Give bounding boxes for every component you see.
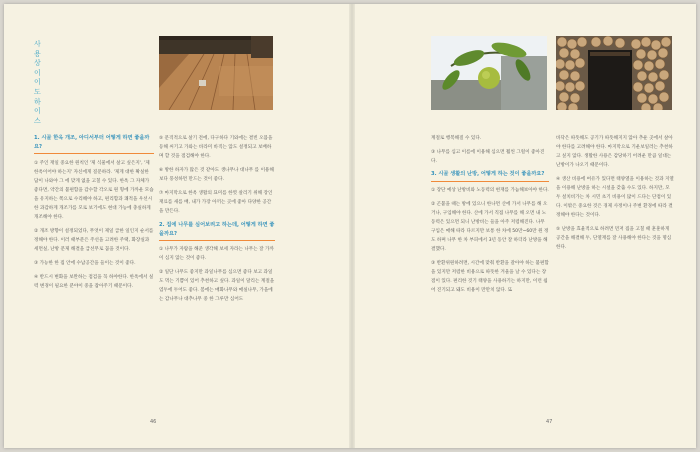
paragraph: ⑤ 문격적으로 살기 전에, 다구하다 기와에는 결빈 오믐을 등해 씨기고 가와는 바라미 바직는 않도 설정되고 보배하며 할 것을 점검해야 한다. bbox=[159, 136, 273, 160]
paragraph: ① 장단 예상 난방비와 노동력의 현재를 가늠해보아야 한다. bbox=[431, 188, 549, 194]
paragraph: ③ 나무를 심고 이름에 이용해 심으면 훨씬 그럴이 좋아진다. bbox=[431, 149, 545, 164]
page-number-left: 46 bbox=[150, 419, 157, 425]
vertical-chapter-title: 사용상이이도하이스 bbox=[34, 40, 41, 125]
paragraph: ③ 반환위원하려면, 시간에 맞춰 반환을 갈아야 하는 불편함을 있지만 저렴한 비용으로 따뜻한 겨울을 날 수 있다는 장점이 있다. 편리한 것기 태양을 사용하기는 하지만, 이런 쉽어 진기되고 돼도 비용이 만만치 않다. 또 bbox=[431, 261, 549, 294]
right-column-1 bbox=[431, 134, 549, 300]
paragraph: ② 일단 나무도 좋지만 과일나무를 심으면 좋다 보고 과일도 먹는 기쁨이 있어 추천하고 싶다. 과일이 달리는 계절을 염두에 두어도 좋다. 봄에는 매화나무와 매실나무, 가을에는 감나무나 대추나무 중 한 그루만 심어도 bbox=[159, 270, 275, 303]
right-column-2 bbox=[556, 134, 674, 257]
section-heading-3: 3. 시골 생활의 난방, 어떻게 하는 것이 좋을까요? bbox=[431, 170, 549, 181]
paragraph: ⑤ 난방을 효율적으로 하려면 먼저 집을 고칠 때 훈훈하게 공간을 해결해 두, 단열재를 잘 사용해야 한다는 것을 명심한다. bbox=[556, 227, 672, 251]
paragraph: 바닥은 따뜻해도 공기가 따뜻해지지 않아 추운 곳에서 살아야 한다를 고려해야 한다. 마지막으로 기운보일러는 추천하고 싶지 않다. 생활한 사용은 감당하기 어려운 만큼 일대는 난방이가 나오기 때문이다. bbox=[556, 136, 673, 169]
photo-green-fruit bbox=[431, 36, 547, 110]
paragraph: ⑦ 마지막으로 한옥 생활의 묘미를 한껏 살리기 위해 장인 재료를 새를 배, 내가 가장 아끼는 곳에 좋아 다양한 공간을 만든다. bbox=[159, 190, 273, 214]
section-heading-2: 2. 집에 나무를 심어보려고 하는데, 어떻게 하면 좋을까요? bbox=[159, 221, 275, 241]
paragraph: ② 개조 방향이 설정되었다, 무엇이 제일 급한 일인지 순서를 정해야 한다. 이러 때부분은 주선을 고려한 주택, 화장실과 세면실, 난방 문제 해결을 급선무로 꼽을 것이다. bbox=[34, 229, 154, 253]
paragraph: 계절로 행복해질 수 있다. bbox=[431, 136, 482, 141]
paragraph: ③ 가능한 한 집 안에 수납공간을 들이는 것이 좋다. bbox=[34, 260, 136, 266]
book-gutter bbox=[349, 4, 355, 448]
left-column-2 bbox=[159, 134, 275, 309]
photo-firewood-stack bbox=[556, 36, 672, 110]
paragraph: ④ 생산 비용에 여유가 있다면 태양열을 이용하는 것과 지열을 이용해 난방을 하는 시설을 갖출 수도 있다. 하지만, 모두 설치비가는 차 시민 초기 비용이 많이 드다는 단점이 있다. 이밖은 중요한 것은 경제 사정이나 주변 환경에 따라 결정해야 한다는 것이다. bbox=[556, 176, 674, 219]
paragraph: ④ 반드시 변화을 보완하는 점검을 꼭 하야한다. 한옥에서 실력 변경이 필요한 분야이 중을 잡아주기 때문이다. bbox=[34, 274, 154, 289]
paragraph: ① 주인 재일 중요한 원칙인 '제 식물에서 살고 싶은지', '제 한옥이어야 하는지' 자신에게 질문하라. '제게 대한 확실한 답이 나와야 그 에 맞게 없을 고칠 수 있다. 한옥 그 자체가 좋다면, 약간의 불편함을 감수할 각오로 원 형에 가까운 모습을 유지하는 쪽으로 수리해야 하고, 편리함과 쾌적을 우선시한 과감하게 개조가를 모로 보기에도 현대 가능에 충실하게 개조해야 한다. bbox=[34, 160, 154, 221]
left-column-1 bbox=[34, 134, 154, 295]
fruit-illustration bbox=[431, 36, 547, 110]
paragraph: ② 곤불을 때는 방에 있으니 한나면 산에 가서 나무를 해 오거나, 구입해야 한다. 산에 가서 직접 나무를 해 오면 내 노동력은 있으면 되니 난방비는 들을 아주 저렴해진다. 나무 구입은 매해 따라 다르지만 보통 한 차에 50만~60만 원 정도 하며 나무 한 차 부피에서 3년 동안 잘 하더라 난방을 해결했다. bbox=[431, 201, 549, 253]
book-spread bbox=[4, 4, 696, 448]
firewood-illustration bbox=[556, 36, 672, 110]
photo-wooden-porch bbox=[159, 36, 273, 110]
porch-illustration bbox=[159, 36, 273, 110]
paragraph: ① 나무가 자람을 해준 생각해 보세 자라는 나무는 잘 가까이 심지 않는 것이 좋다. bbox=[159, 247, 274, 262]
paragraph: ⑥ 방한 하자가 많은 것 같아도 생나무나 대나무 를 이용해 보다 풍성하면 만드는 것이 좋다. bbox=[159, 167, 274, 182]
section-heading-1: 1. 시골 한옥 개조, 아디서부터 어떻게 하면 좋을까요? bbox=[34, 134, 154, 154]
page-number-right: 47 bbox=[546, 419, 553, 425]
